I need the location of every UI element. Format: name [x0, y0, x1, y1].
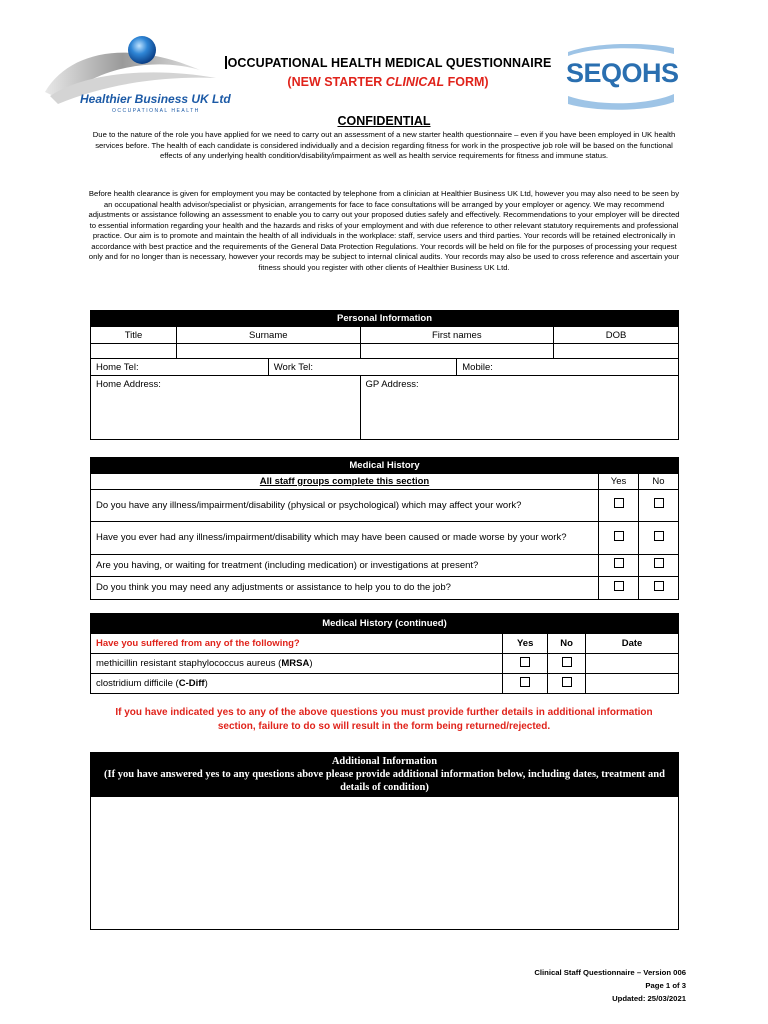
medical-history-header: Medical History [91, 458, 679, 474]
seqohs-logo [566, 44, 679, 110]
yes-column-header: Yes [599, 474, 639, 490]
home-tel-field[interactable] [91, 359, 269, 376]
home-address-label: Home Address: [96, 379, 161, 390]
question-text: Have you ever had any illness/impairment/disability which may have been caused or made worse by your work? [91, 522, 599, 555]
title-field[interactable] [91, 344, 177, 359]
mobile-label: Mobile: [462, 361, 493, 373]
date-column-header: Date [586, 634, 679, 654]
dob-label: DOB [554, 327, 679, 344]
question-row [91, 555, 679, 577]
mobile-field[interactable] [457, 359, 679, 376]
yes-checkbox[interactable] [614, 558, 624, 568]
intro-paragraph-1: Due to the nature of the role you have applied for we need to carry out an assessment of a new starter health questionnaire – even if you have been employed in UK health services before. The health of each candidate is considered individually and a decision regarding fitness for work in the prospective job role will be based on the functional effects of any underlying health condition/disability/impairment as well as health service requirements for fitness and immune status. [92, 130, 676, 160]
no-column-header: No [639, 474, 679, 490]
footer-updated-date: Updated: 25/03/2021 [612, 994, 686, 1003]
no-column-header: No [548, 634, 586, 654]
surname-label: Surname [177, 327, 361, 344]
page-title: OCCUPATIONAL HEALTH MEDICAL QUESTIONNAIRE [227, 56, 552, 70]
date-field[interactable] [586, 654, 679, 674]
work-tel-field[interactable] [268, 359, 457, 376]
confidential-heading: CONFIDENTIAL [337, 114, 431, 128]
intro-paragraph-2: Before health clearance is given for employment you may be contacted by telephone from a clinician at Healthier Business UK Ltd, however you may also need to be seen by an occupational health advisor/specialist or physician, arrangements for face to face consultations will be arranged by your employer or agency. We may recommend adjustments or assistance following an assessment to enable you to carry out your proposed duties safely and effectively. Recommendations to your employer will be directed to essential information regarding your health and the hazards and risks of your employment and with due reference to other relevant statutory requirements and professional practice. Our aim is to promote and maintain the health of all individuals in the workplace: staff, service users and third parties. Your records will be retained electronically in accordance with best practice and the requirements of the General Data Protection Regulations. Your records will be held on file for the purposes of processing your request only and for no longer than is necessary, however your records may be subject to internal clinical audits. Your records may also be used to cross reference and ascertain your fitness should you register with other clients of Healthier Business UK Ltd. [88, 189, 680, 272]
condition-row [91, 674, 679, 694]
additional-information-table [90, 752, 679, 930]
question-text: Do you think you may need any adjustments or assistance to help you to do the job? [91, 577, 599, 600]
no-checkbox[interactable] [654, 531, 664, 541]
no-checkbox[interactable] [654, 498, 664, 508]
first-names-field[interactable] [360, 344, 553, 359]
personal-information-table [90, 310, 679, 440]
condition-row [91, 654, 679, 674]
question-row [91, 522, 679, 555]
question-text: Are you having, or waiting for treatment (including medication) or investigations at present? [91, 555, 599, 577]
logo-tagline: OCCUPATIONAL HEALTH [112, 108, 200, 114]
work-tel-label: Work Tel: [273, 361, 313, 373]
suffered-question: Have you suffered from any of the following? [91, 634, 503, 654]
dob-field[interactable] [554, 344, 679, 359]
condition-mrsa: methicillin resistant staphylococcus aureus (MRSA) [91, 654, 503, 674]
page-footer [534, 966, 686, 1005]
yes-column-header: Yes [503, 634, 548, 654]
additional-information-instructions: (If you have answered yes to any questions above please provide additional information below, including dates, treatment and details of condition) [104, 769, 665, 793]
home-tel-label: Home Tel: [96, 361, 139, 373]
additional-information-title: Additional Information [331, 756, 438, 767]
medical-history-continued-table [90, 613, 679, 694]
medical-history-continued-header: Medical History (continued) [91, 614, 679, 634]
form-title-block [200, 56, 576, 89]
yes-checkbox[interactable] [520, 677, 530, 687]
yes-checkbox[interactable] [520, 657, 530, 667]
title-label: Title [91, 327, 177, 344]
additional-information-field[interactable] [91, 797, 679, 930]
question-text: Do you have any illness/impairment/disability (physical or psychological) which may affect your work? [91, 490, 599, 522]
medical-history-table [90, 457, 679, 600]
condition-cdiff: clostridium difficile (C-Diff) [91, 674, 503, 694]
gp-address-label: GP Address: [365, 379, 419, 390]
first-names-label: First names [360, 327, 553, 344]
seqohs-logo-text: SEQOHS [566, 58, 679, 88]
no-checkbox[interactable] [562, 677, 572, 687]
logo-company-name: Healthier Business UK Ltd [80, 92, 231, 106]
footer-version: Clinical Staff Questionnaire – Version 006 [534, 968, 686, 977]
home-address-field[interactable] [91, 376, 361, 440]
gp-address-field[interactable] [360, 376, 678, 440]
personal-information-header: Personal Information [91, 311, 679, 327]
text-cursor [225, 56, 227, 69]
no-checkbox[interactable] [654, 581, 664, 591]
yes-checkbox[interactable] [614, 531, 624, 541]
date-field[interactable] [586, 674, 679, 694]
surname-field[interactable] [177, 344, 361, 359]
yes-checkbox[interactable] [614, 498, 624, 508]
footer-page-number: Page 1 of 3 [645, 981, 686, 990]
page-subtitle: (NEW STARTER CLINICAL FORM) [287, 75, 489, 89]
yes-checkbox[interactable] [614, 581, 624, 591]
question-row [91, 577, 679, 600]
question-row [91, 490, 679, 522]
warning-text: If you have indicated yes to any of the above questions you must provide further details in additional information section, failure to do so will result in the form being returned/rejected. [115, 707, 653, 732]
additional-information-header [91, 753, 679, 797]
medical-history-subheader: All staff groups complete this section [91, 474, 599, 490]
no-checkbox[interactable] [562, 657, 572, 667]
no-checkbox[interactable] [654, 558, 664, 568]
